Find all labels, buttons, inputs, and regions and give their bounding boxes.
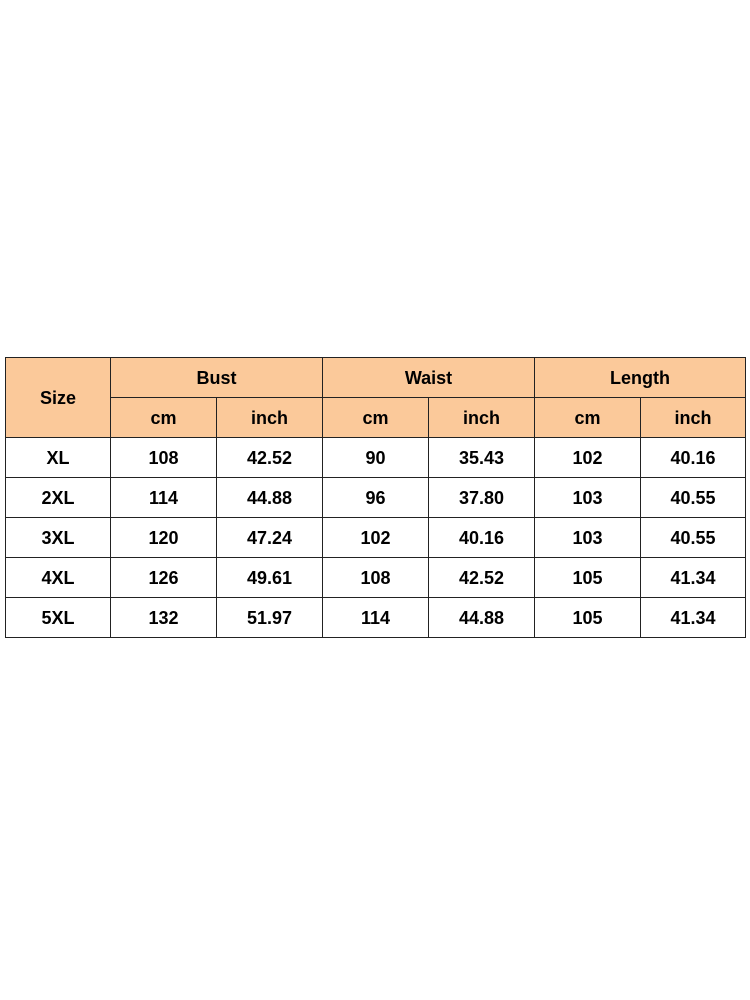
bust-cm-cell: 114 [111, 478, 217, 518]
size-cell: XL [6, 438, 111, 478]
length-cm-cell: 105 [535, 558, 641, 598]
group-header-waist: Waist [323, 358, 535, 398]
waist-inch-cell: 35.43 [429, 438, 535, 478]
table-row [6, 518, 746, 558]
bust-cm-cell: 108 [111, 438, 217, 478]
size-header: Size [6, 358, 111, 438]
bust-inch-cell: 51.97 [217, 598, 323, 638]
table-row [6, 478, 746, 518]
unit-header-waist-inch: inch [429, 398, 535, 438]
size-cell: 4XL [6, 558, 111, 598]
length-inch-cell: 41.34 [641, 558, 746, 598]
waist-inch-cell: 44.88 [429, 598, 535, 638]
table-row [6, 438, 746, 478]
size-cell: 5XL [6, 598, 111, 638]
length-cm-cell: 103 [535, 518, 641, 558]
waist-cm-cell: 108 [323, 558, 429, 598]
waist-inch-cell: 42.52 [429, 558, 535, 598]
bust-inch-cell: 49.61 [217, 558, 323, 598]
waist-inch-cell: 37.80 [429, 478, 535, 518]
length-cm-cell: 105 [535, 598, 641, 638]
length-cm-cell: 103 [535, 478, 641, 518]
unit-header-bust-inch: inch [217, 398, 323, 438]
bust-cm-cell: 126 [111, 558, 217, 598]
header-row-groups [6, 358, 746, 398]
waist-inch-cell: 40.16 [429, 518, 535, 558]
length-cm-cell: 102 [535, 438, 641, 478]
header-row-units [6, 398, 746, 438]
size-cell: 2XL [6, 478, 111, 518]
unit-header-length-inch: inch [641, 398, 746, 438]
size-cell: 3XL [6, 518, 111, 558]
length-inch-cell: 40.55 [641, 478, 746, 518]
length-inch-cell: 41.34 [641, 598, 746, 638]
group-header-bust: Bust [111, 358, 323, 398]
bust-inch-cell: 47.24 [217, 518, 323, 558]
bust-cm-cell: 132 [111, 598, 217, 638]
waist-cm-cell: 102 [323, 518, 429, 558]
length-inch-cell: 40.55 [641, 518, 746, 558]
unit-header-waist-cm: cm [323, 398, 429, 438]
unit-header-bust-cm: cm [111, 398, 217, 438]
waist-cm-cell: 96 [323, 478, 429, 518]
bust-cm-cell: 120 [111, 518, 217, 558]
waist-cm-cell: 114 [323, 598, 429, 638]
bust-inch-cell: 42.52 [217, 438, 323, 478]
length-inch-cell: 40.16 [641, 438, 746, 478]
bust-inch-cell: 44.88 [217, 478, 323, 518]
group-header-length: Length [535, 358, 746, 398]
unit-header-length-cm: cm [535, 398, 641, 438]
table-row [6, 558, 746, 598]
waist-cm-cell: 90 [323, 438, 429, 478]
size-chart-table [5, 357, 746, 638]
table-row [6, 598, 746, 638]
